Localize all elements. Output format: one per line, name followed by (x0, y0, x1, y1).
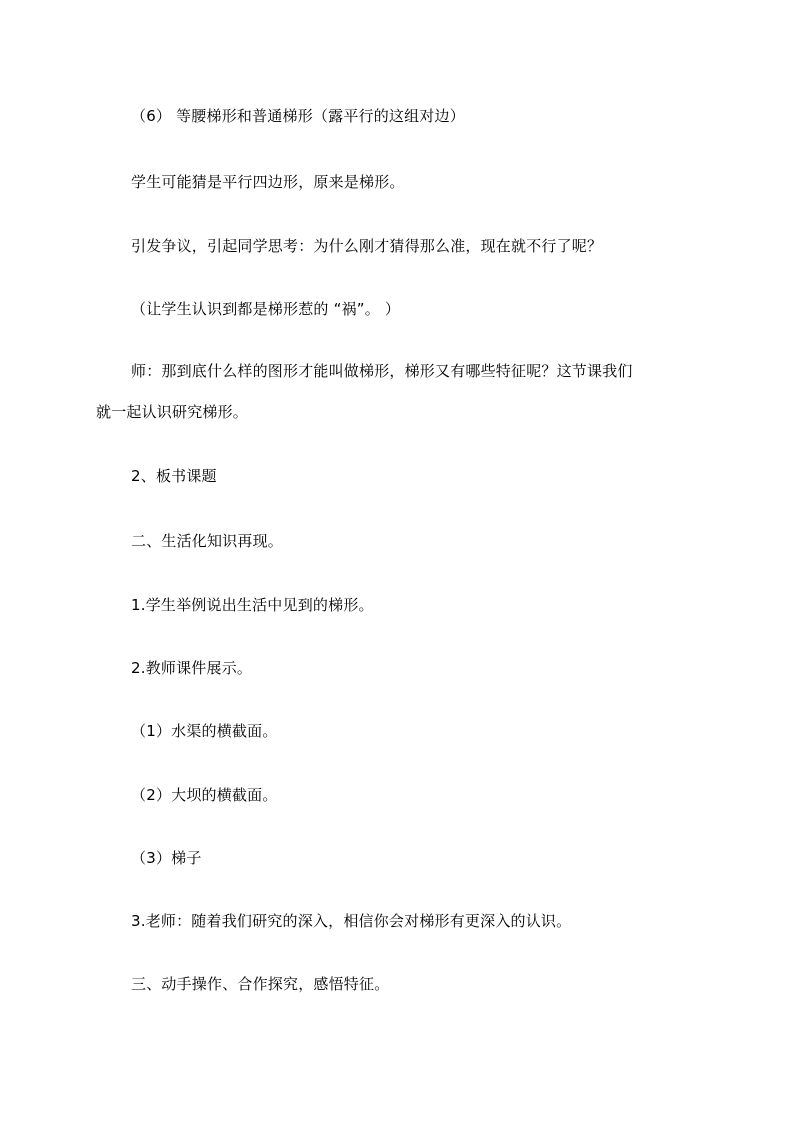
list-item-3: 3.老师：随着我们研究的深入，相信你会对梯形有更深入的认识。 (131, 912, 572, 930)
paragraph-teacher-question-cont: 就一起认识研究梯形。 (96, 403, 249, 421)
sub-item-2: （2）大坝的横截面。 (131, 786, 278, 804)
paragraph-teacher-question: 师：那到底什么样的图形才能叫做梯形，梯形又有哪些特征呢？这节课我们 (131, 362, 633, 380)
paragraph-student-guess: 学生可能猜是平行四边形，原来是梯形。 (131, 173, 405, 191)
heading-board-title: 2、板书课题 (131, 467, 217, 485)
sub-item-3: （3）梯子 (131, 849, 202, 867)
paragraph-trapezoid-type-6: （6） 等腰梯形和普通梯形（露平行的这组对边） (131, 107, 465, 125)
list-item-2: 2.教师课件展示。 (131, 659, 253, 677)
list-item-1: 1.学生举例说出生活中见到的梯形。 (131, 596, 374, 614)
paragraph-realize: （让学生认识到都是梯形惹的 “祸”。 ） (131, 300, 401, 318)
sub-item-1: （1）水渠的横截面。 (131, 722, 278, 740)
paragraph-debate: 引发争议，引起同学思考：为什么刚才猜得那么准，现在就不行了呢？ (131, 237, 603, 255)
heading-section-2: 二、生活化知识再现。 (131, 532, 284, 550)
heading-section-3: 三、动手操作、合作探究，感悟特征。 (131, 975, 390, 993)
